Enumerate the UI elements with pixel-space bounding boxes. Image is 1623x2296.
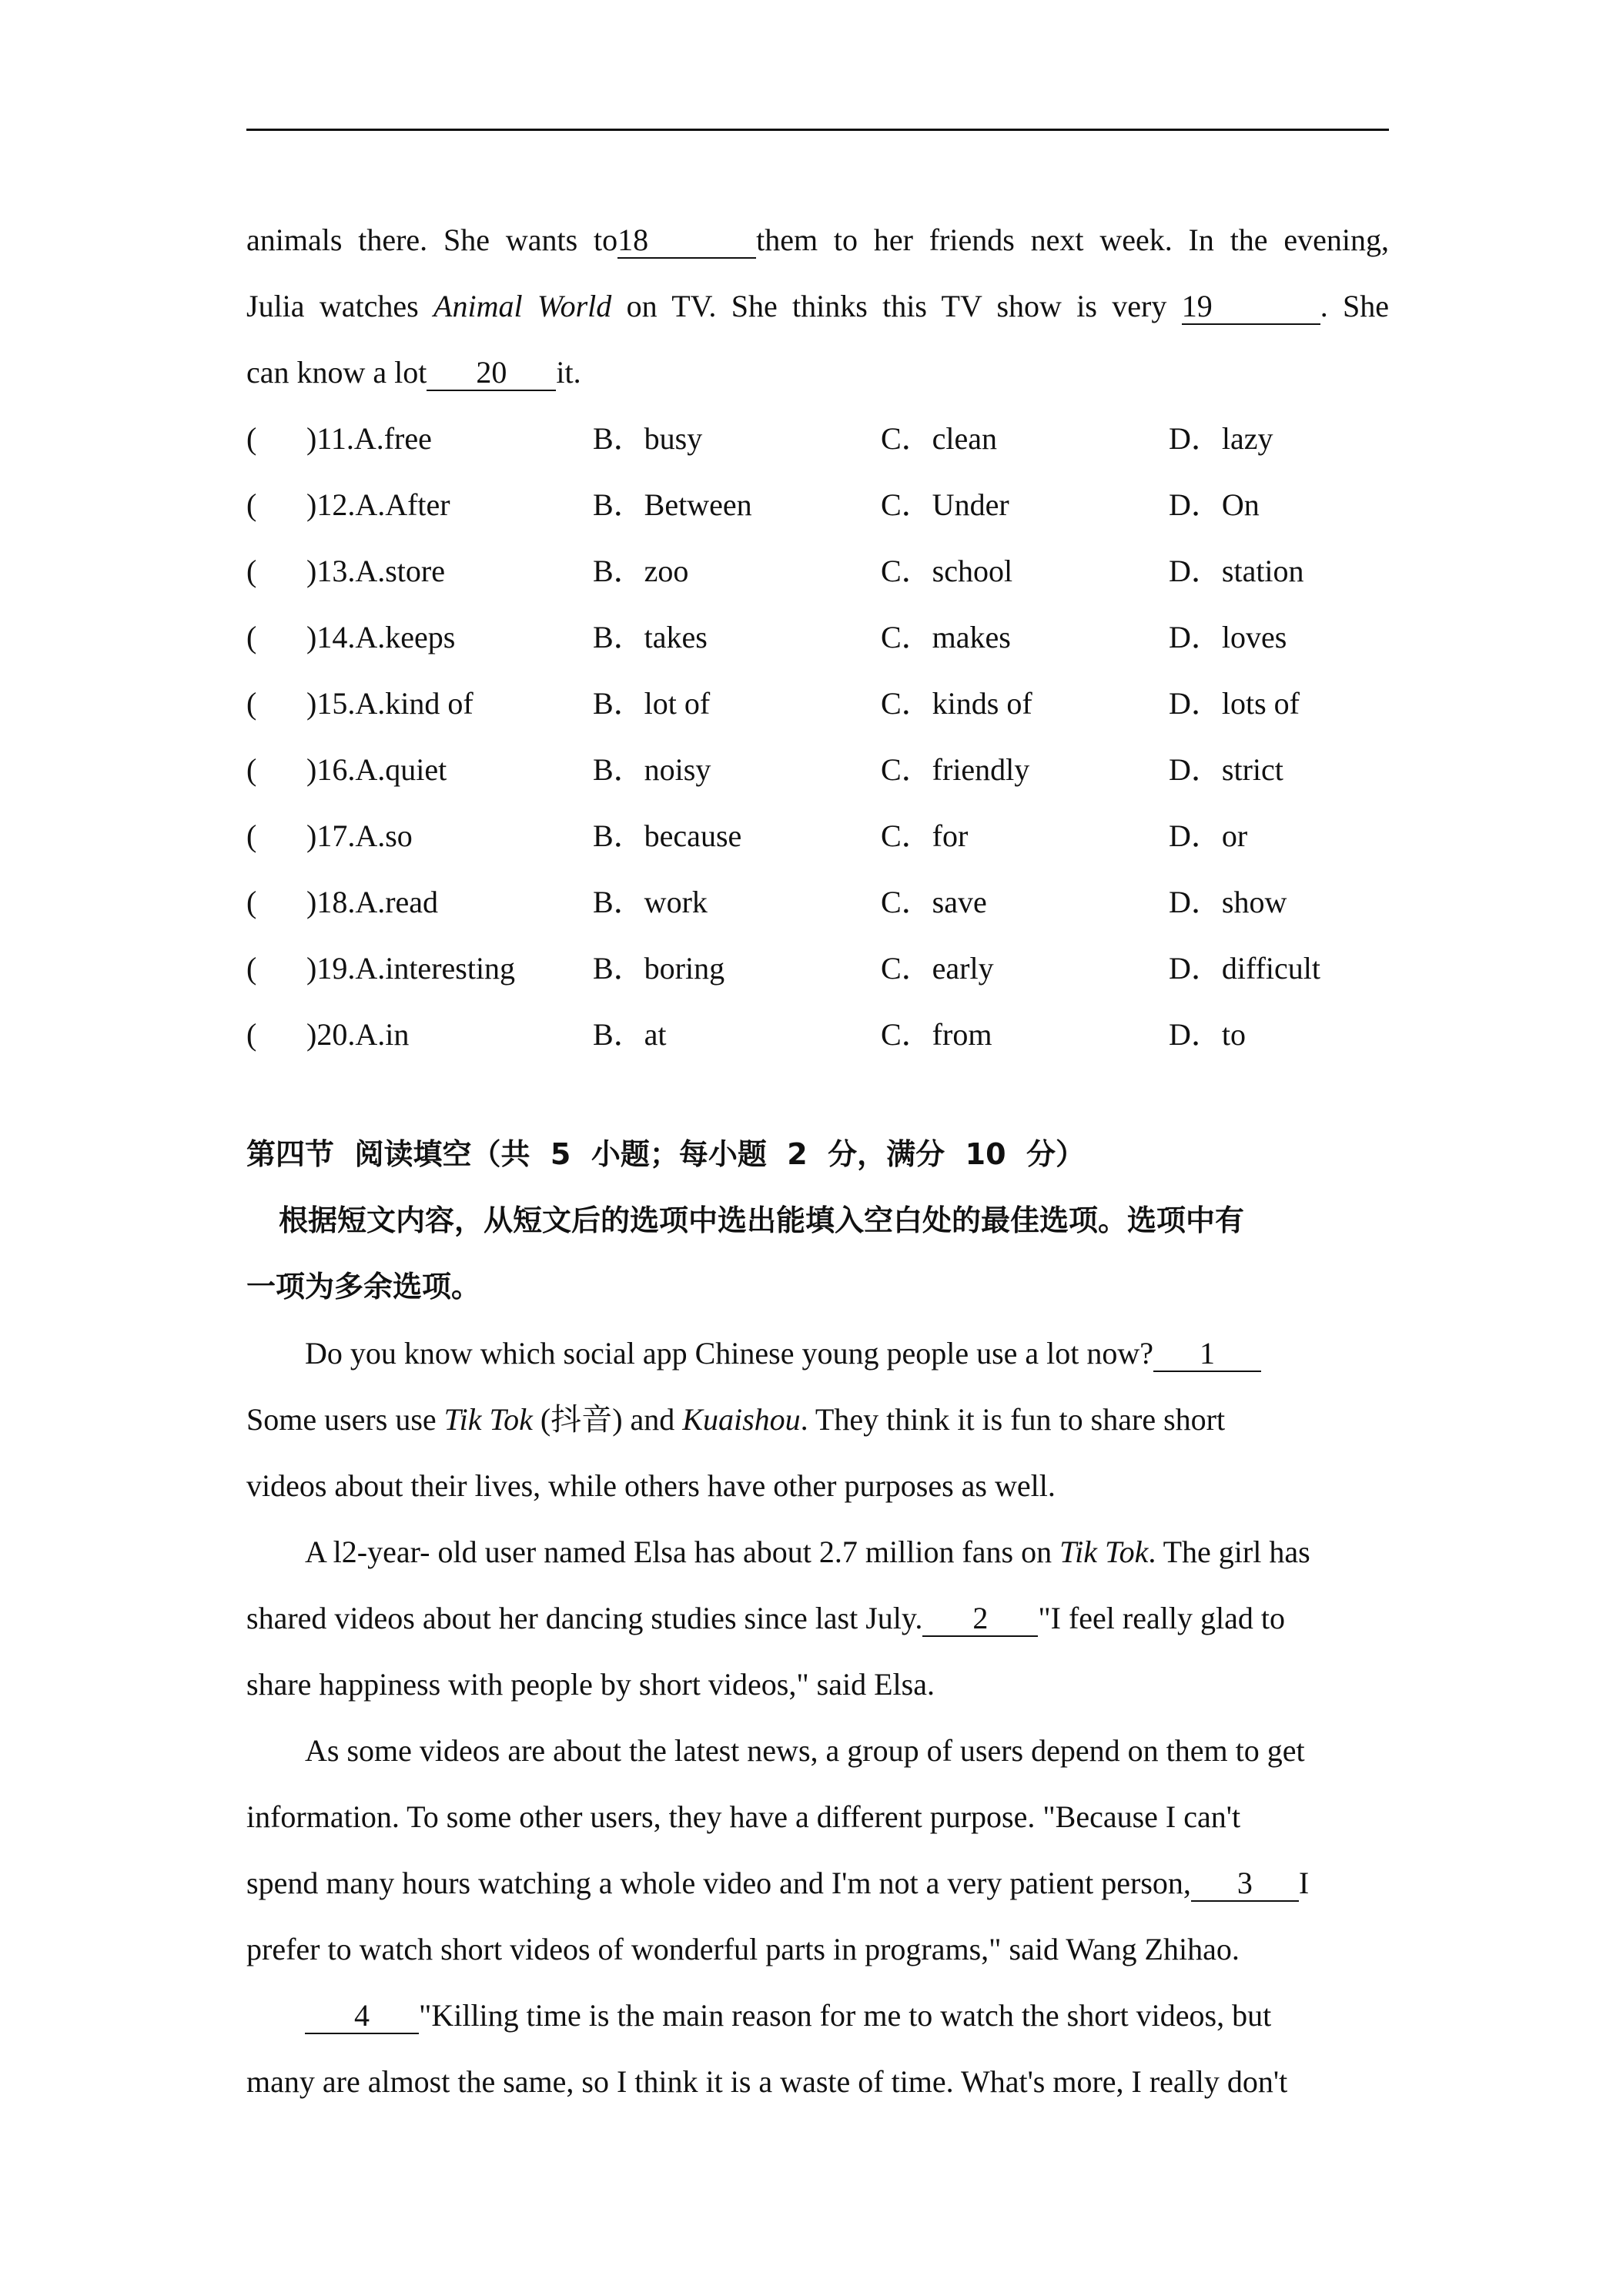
app-name-italic: Kuaishou (682, 1402, 801, 1437)
option-d: D．strict (1169, 752, 1283, 787)
option-d: D．On (1169, 487, 1260, 522)
p1-line-2 (246, 1404, 1225, 1435)
option-d: D．or (1169, 818, 1248, 853)
answer-paren: ( (246, 752, 257, 787)
text-segment: . She (1320, 289, 1390, 323)
answer-blank-2: 2 (922, 1603, 1038, 1637)
answer-paren: ( (246, 487, 257, 522)
text-segment: I (1298, 1866, 1310, 1900)
text-segment: shared videos about her dancing studies since last July. (246, 1601, 923, 1635)
passage-line-2 (246, 291, 1389, 325)
option-d: D．station (1169, 554, 1304, 588)
option-b: B．noisy (593, 752, 711, 787)
p3-line-1: As some videos are about the latest news, a group of users depend on them to get (305, 1733, 1305, 1768)
passage-line-1 (246, 225, 1389, 259)
option-c: C．friendly (881, 752, 1030, 787)
option-b: B．Between (593, 487, 752, 522)
italic-title: Animal World (433, 289, 612, 323)
text-segment: . They think it is fun to share short (800, 1402, 1226, 1437)
answer-blank-18: 18 (617, 225, 756, 259)
option-c: C．early (881, 951, 994, 986)
text-segment: Some users use (246, 1402, 444, 1437)
p2-line-2 (246, 1603, 1285, 1637)
text-segment: on TV. She thinks this TV show is very (611, 289, 1182, 323)
option-b: B．busy (593, 421, 703, 456)
text-segment: (抖音) and (532, 1402, 683, 1437)
option-b: B．work (593, 885, 708, 919)
text-segment: animals there. She wants to (246, 223, 618, 257)
text-segment: A l2-year- old user named Elsa has about 2.7 million fans on (305, 1535, 1060, 1569)
answer-paren: ( (246, 620, 257, 654)
p2-line-3: share happiness with people by short videos," said Elsa. (246, 1667, 935, 1702)
option-c: C．save (881, 885, 987, 919)
text-segment: can know a lot (246, 355, 427, 390)
option-a: )11.A.free (306, 421, 432, 456)
option-c: C．for (881, 818, 969, 853)
option-b: B．boring (593, 951, 725, 986)
answer-blank-19: 19 (1182, 291, 1320, 325)
text-segment: them to her friends next week. In the evening, (756, 223, 1389, 257)
instruction-line-2: 一项为多余选项。 (246, 1270, 481, 1304)
answer-paren: ( (246, 951, 257, 986)
option-a: )13.A.store (306, 554, 445, 588)
option-b: B．zoo (593, 554, 689, 588)
text-segment: "Killing time is the main reason for me to watch the short videos, but (419, 1998, 1272, 2033)
option-a: )18.A.read (306, 885, 439, 919)
option-d: D．loves (1169, 620, 1287, 654)
p4-line-1 (305, 2000, 1271, 2034)
p2-line-1 (305, 1537, 1310, 1568)
option-b: B．at (593, 1017, 667, 1052)
answer-paren: ( (246, 885, 257, 919)
p3-line-3 (246, 1868, 1309, 1902)
p3-line-2: information. To some other users, they have a different purpose. "Because I can't (246, 1799, 1241, 1834)
option-d: D．to (1169, 1017, 1246, 1052)
option-c: C．makes (881, 620, 1011, 654)
text-segment: it. (556, 355, 581, 390)
option-d: D．show (1169, 885, 1287, 919)
section-heading: 第四节 阅读填空（共 5 小题；每小题 2 分，满分 10 分） (246, 1137, 1085, 1171)
option-a: )19.A.interesting (306, 951, 516, 986)
instruction-line-1: 根据短文内容，从短文后的选项中选出能填入空白处的最佳选项。选项中有 (279, 1203, 1245, 1237)
answer-paren: ( (246, 1017, 257, 1052)
option-b: B．takes (593, 620, 708, 654)
text-segment: "I feel really glad to (1038, 1601, 1285, 1635)
p3-line-4: prefer to watch short videos of wonderful parts in programs," said Wang Zhihao. (246, 1932, 1240, 1966)
option-c: C．kinds of (881, 686, 1032, 721)
option-a: )17.A.so (306, 818, 413, 853)
answer-blank-4: 4 (305, 2000, 419, 2034)
option-b: B．lot of (593, 686, 711, 721)
option-c: C．clean (881, 421, 998, 456)
option-a: )16.A.quiet (306, 752, 447, 787)
app-name-italic: Tik Tok (1059, 1535, 1149, 1569)
text-segment: Do you know which social app Chinese young people use a lot now? (305, 1336, 1154, 1371)
answer-blank-1: 1 (1153, 1338, 1261, 1372)
option-c: C．Under (881, 487, 1009, 522)
option-a: )14.A.keeps (306, 620, 456, 654)
answer-paren: ( (246, 554, 257, 588)
answer-paren: ( (246, 686, 257, 721)
option-b: B．because (593, 818, 742, 853)
option-a: )20.A.in (306, 1017, 410, 1052)
text-segment: spend many hours watching a whole video and I'm not a very patient person, (246, 1866, 1191, 1900)
option-a: )15.A.kind of (306, 686, 474, 721)
option-c: C．school (881, 554, 1013, 588)
option-d: D．lazy (1169, 421, 1273, 456)
option-c: C．from (881, 1017, 992, 1052)
text-segment: . The girl has (1148, 1535, 1310, 1569)
text-segment: Julia watches (246, 289, 434, 323)
answer-paren: ( (246, 421, 257, 456)
option-d: D．lots of (1169, 686, 1300, 721)
p1-line-1 (305, 1338, 1261, 1372)
answer-paren: ( (246, 818, 257, 853)
option-a: )12.A.After (306, 487, 450, 522)
option-d: D．difficult (1169, 951, 1321, 986)
answer-blank-20: 20 (427, 357, 556, 391)
p4-line-2: many are almost the same, so I think it is a waste of time. What's more, I really don't (246, 2064, 1288, 2099)
p1-line-3: videos about their lives, while others have other purposes as well. (246, 1468, 1056, 1503)
passage-line-3 (246, 357, 581, 391)
app-name-italic: Tik Tok (443, 1402, 533, 1437)
header-rule (246, 129, 1389, 131)
answer-blank-3: 3 (1191, 1868, 1299, 1902)
